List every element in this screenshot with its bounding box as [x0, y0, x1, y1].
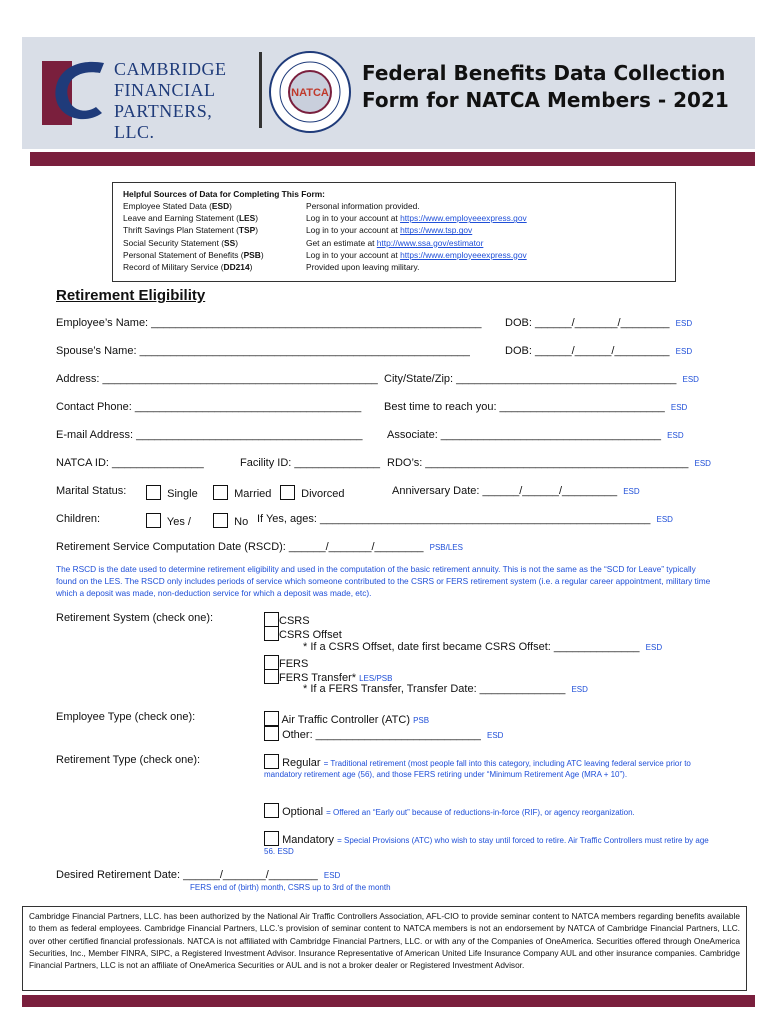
esd-tag: ESD — [623, 487, 640, 496]
desired-date-note: FERS end of (birth) month, CSRS up to 3rd of the month — [190, 883, 391, 892]
logo-c-icon — [42, 55, 112, 127]
source-desc: Log in to your account at https://www.tsp.gov — [306, 225, 473, 236]
optional-checkbox[interactable] — [264, 803, 279, 818]
retirement-system-label: Retirement System (check one): — [56, 612, 214, 624]
source-name: Personal Statement of Benefits (PSB) — [123, 249, 264, 260]
city-state-zip-field[interactable]: City/State/Zip: ____________________________________ ESD — [384, 373, 699, 385]
rdos-field[interactable]: RDO’s: ___________________________________________ ESD — [387, 457, 711, 469]
csrs-checkbox[interactable] — [264, 612, 279, 627]
anniversary-date-field[interactable]: Anniversary Date: ______/______/_________ ESD — [392, 485, 640, 497]
section-title: Retirement Eligibility — [56, 287, 206, 304]
other-type-option[interactable]: Other: ___________________________ ESD — [264, 726, 503, 741]
mandatory-description: = Special Provisions (ATC) who wish to stay until forced to retire. Air Traffic Controllers must retire by age 56. ESD — [264, 836, 709, 856]
source-name: Leave and Earning Statement (LES) — [123, 213, 259, 224]
seal-label: NATCA — [291, 87, 329, 99]
divorced-checkbox[interactable] — [280, 485, 295, 500]
source-desc: Get an estimate at http://www.ssa.gov/estimator — [306, 237, 484, 248]
header-divider — [259, 52, 262, 128]
fers-checkbox[interactable] — [264, 655, 279, 670]
csrs-offset-checkbox[interactable] — [264, 626, 279, 641]
optional-description: = Offered an “Early out” because of reductions-in-force (RIF), or agency reorganization. — [326, 808, 635, 817]
source-desc: Log in to your account at https://www.employeeexpress.gov — [306, 213, 527, 224]
spouse-name-field[interactable]: Spouse’s Name: ______________________________________________________ — [56, 345, 470, 357]
rscd-field[interactable]: Retirement Service Computation Date (RSCD): ______/_______/________ PSB/LES — [56, 541, 463, 553]
esd-tag: ESD — [571, 685, 588, 694]
fers-transfer-checkbox[interactable] — [264, 669, 279, 684]
associate-field[interactable]: Associate: ____________________________________ ESD — [387, 429, 684, 441]
children-yes-option[interactable]: Yes / — [146, 513, 191, 528]
fers-option[interactable]: FERS — [264, 655, 308, 670]
regular-description: = Traditional retirement (most people fall into this category, including ATC leaving federal service prior to mandatory retirement age (56), and those FERS retiring under “Minimum Retirement Age (MRA + 10”). — [264, 759, 691, 779]
esd-tag: ESD — [487, 731, 504, 740]
esd-tag: ESD — [323, 871, 341, 880]
company-name-line2: FINANCIAL — [114, 80, 216, 100]
natca-seal-icon — [268, 50, 352, 134]
source-name: Record of Military Service (DD214) — [123, 262, 253, 273]
source-name: Social Security Statement (SS) — [123, 237, 238, 248]
csrs-option[interactable]: CSRS — [264, 612, 310, 627]
regular-checkbox[interactable] — [264, 754, 279, 769]
atc-checkbox[interactable] — [264, 711, 279, 726]
csrs-offset-date-field[interactable]: * If a CSRS Offset, date first became CSRS Offset: ______________ ESD — [303, 641, 663, 653]
esd-tag: ESD — [670, 403, 688, 412]
source-name: Thrift Savings Plan Statement (TSP) — [123, 225, 258, 236]
source-desc: Personal information provided. — [306, 201, 420, 211]
source-desc: Provided upon leaving military. — [306, 262, 420, 273]
sources-descriptions — [306, 200, 527, 273]
single-option[interactable]: Single — [146, 485, 198, 500]
csrs-offset-option[interactable]: CSRS Offset — [264, 626, 342, 641]
natca-id-field[interactable]: NATCA ID: _______________ — [56, 457, 204, 469]
spouse-dob-field[interactable]: DOB: ______/______/_________ ESD — [505, 345, 693, 357]
mandatory-option[interactable]: Mandatory = Special Provisions (ATC) who wish to stay until forced to retire. Air Traffic Controllers must retire by age 56. ESD — [264, 831, 714, 857]
regular-option[interactable]: Regular = Traditional retirement (most people fall into this category, including ATC leaving federal service prior to mandatory retirement age (56), and those FERS retiring under “Minimum Retirement Age (MRA + 10”). — [264, 754, 714, 780]
footer-stripe — [22, 995, 755, 1007]
esd-tag: ESD — [675, 347, 693, 356]
single-checkbox[interactable] — [146, 485, 161, 500]
children-label: Children: — [56, 513, 101, 525]
mandatory-checkbox[interactable] — [264, 831, 279, 846]
yes-checkbox[interactable] — [146, 513, 161, 528]
esd-tag: ESD — [656, 515, 673, 524]
psb-les-tag: PSB/LES — [429, 543, 463, 552]
esd-tag: ESD — [675, 319, 693, 328]
email-field[interactable]: E-mail Address: _____________________________________ — [56, 429, 363, 441]
psb-tag: PSB — [413, 716, 430, 725]
children-ages-field[interactable]: If Yes, ages: ______________________________________________________ ESD — [257, 513, 673, 525]
sources-names — [123, 200, 264, 273]
desired-retirement-date-field[interactable]: Desired Retirement Date: ______/_______/________ ESD — [56, 869, 341, 881]
no-checkbox[interactable] — [213, 513, 228, 528]
atc-option[interactable]: Air Traffic Controller (ATC) PSB — [264, 711, 429, 726]
retirement-type-label: Retirement Type (check one): — [56, 754, 201, 766]
esd-tag: ESD — [667, 431, 684, 440]
optional-option[interactable]: Optional = Offered an “Early out” because of reductions-in-force (RIF), or agency reorganization. — [264, 803, 635, 818]
marital-status-label: Marital Status: — [56, 485, 127, 497]
header-stripe — [30, 152, 755, 166]
company-logo — [42, 55, 252, 142]
esd-tag: ESD — [682, 375, 699, 384]
source-desc: Log in to your account at https://www.employeeexpress.gov — [306, 249, 527, 260]
rscd-note: The RSCD is the date used to determine retirement eligibility and used in the computation of the basic retirement annuity. This is not the same as the “SCD for Leave” typically found on the LES. The RSCD only includes periods of service which someone contributed to the CSRS or FERS retirement system (i.e. a regular career appointment, military time which a deposit was made, non-deduction service for which a deposit was made, etc). — [56, 564, 711, 598]
address-field[interactable]: Address: _____________________________________________ — [56, 373, 378, 385]
employee-type-label: Employee Type (check one): — [56, 711, 196, 723]
tsp-link[interactable]: https://www.tsp.gov — [400, 225, 473, 236]
page-title: Federal Benefits Data Collection Form for NATCA Members - 2021 — [362, 61, 729, 112]
contact-phone-field[interactable]: Contact Phone: _____________________________________ — [56, 401, 362, 413]
disclaimer: Cambridge Financial Partners, LLC. has been authorized by the National Air Traffic Controllers Association, AFL-CIO to provide seminar content to NATCA members regarding benefits available to them as federal employees. Cambridge Financial Partners, LLC.’s provision of seminar content to NATCA members is not an endorsement by NATCA of Cambridge Financial Partners, LLC. over other certified financial professionals. NATCA is not affiliated with Cambridge Financial Partners, LLC. or with any of the Companies of OneAmerica. Securities offered through OneAmerica Securities, Inc., Member FINRA, SIPC, a Registered Investment Advisor. Insurance Representative of American United Life Insurance Company AUL and other insurance companies. Cambridge Financial Partners, LLC is not an affiliate of OneAmerica Securities or AUL and is not a broker dealer or Registered Investment Advisor. — [22, 906, 747, 991]
best-time-field[interactable]: Best time to reach you: ___________________________ ESD — [384, 401, 688, 413]
ssa-link[interactable]: http://www.ssa.gov/estimator — [376, 237, 484, 248]
employeeexpress-link[interactable]: https://www.employeeexpress.gov — [400, 249, 527, 260]
divorced-option[interactable]: Divorced — [280, 485, 345, 500]
fers-transfer-date-field[interactable]: * If a FERS Transfer, Transfer Date: ______________ ESD — [303, 683, 588, 695]
children-no-option[interactable]: No — [213, 513, 248, 528]
les-psb-tag: LES/PSB — [359, 674, 393, 683]
other-checkbox[interactable] — [264, 726, 279, 741]
employeeexpress-link[interactable]: https://www.employeeexpress.gov — [400, 213, 527, 224]
employee-dob-field[interactable]: DOB: ______/_______/________ ESD — [505, 317, 693, 329]
married-checkbox[interactable] — [213, 485, 228, 500]
sources-heading: Helpful Sources of Data for Completing This Form: — [123, 189, 325, 199]
married-option[interactable]: Married — [213, 485, 271, 500]
esd-tag: ESD — [694, 459, 711, 468]
employee-name-field[interactable]: Employee’s Name: ______________________________________________________ — [56, 317, 482, 329]
company-name-line1: CAMBRIDGE — [114, 59, 227, 79]
company-name-line3: PARTNERS, LLC. — [114, 101, 213, 142]
facility-id-field[interactable]: Facility ID: ______________ — [240, 457, 381, 469]
helpful-sources-box — [112, 182, 676, 282]
source-name: Employee Stated Data (ESD) — [123, 201, 232, 211]
fers-transfer-option[interactable]: FERS Transfer* LES/PSB — [264, 669, 392, 684]
esd-tag: ESD — [645, 643, 663, 652]
